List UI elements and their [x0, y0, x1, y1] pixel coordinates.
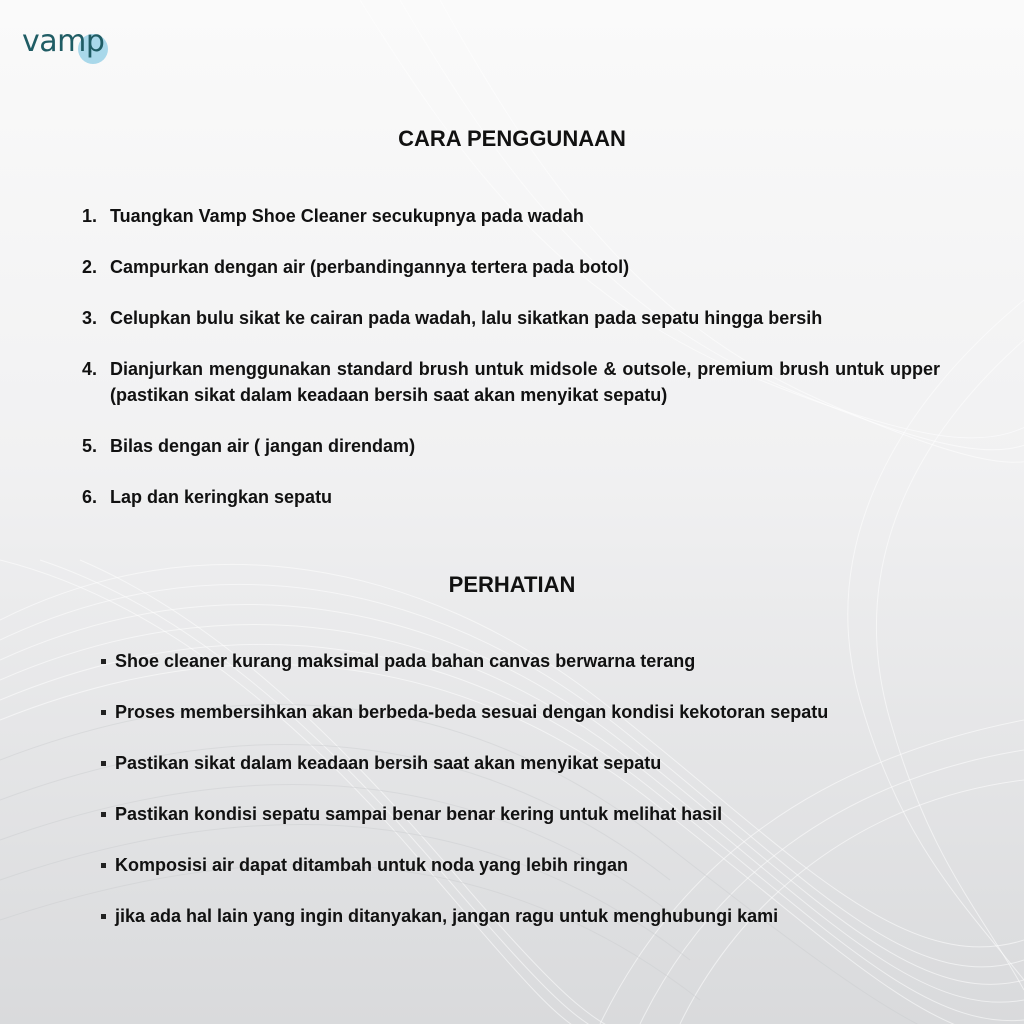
usage-step	[82, 305, 940, 356]
vamp-logo	[22, 22, 114, 64]
attention-item-text: Shoe cleaner kurang maksimal pada bahan canvas berwarna terang	[115, 651, 696, 671]
attention-item	[100, 801, 960, 852]
attention-item-text: Pastikan kondisi sepatu sampai benar benar kering untuk melihat hasil	[115, 804, 723, 824]
attention-item-text: Pastikan sikat dalam keadaan bersih saat akan menyikat sepatu	[115, 753, 662, 773]
usage-step	[82, 356, 940, 433]
usage-step	[82, 433, 940, 484]
step-number: 6.	[82, 487, 98, 507]
attention-item-text: Komposisi air dapat ditambah untuk noda yang lebih ringan	[115, 855, 629, 875]
step-number: 5.	[82, 436, 98, 456]
bullet-icon	[101, 812, 106, 817]
bullet-icon	[101, 659, 106, 664]
attention-item	[100, 750, 960, 801]
attention-item	[100, 648, 960, 699]
attention-item-text: Proses membersihkan akan berbeda-beda sesuai dengan kondisi kekotoran sepatu	[115, 702, 829, 722]
step-text: Campurkan dengan air (perbandingannya tertera pada botol)	[110, 257, 630, 277]
step-number: 1.	[82, 206, 98, 226]
usage-step	[82, 484, 940, 535]
bullet-icon	[101, 863, 106, 868]
usage-step	[82, 254, 940, 305]
attention-item	[100, 852, 960, 903]
attention-list	[100, 648, 960, 954]
step-number: 2.	[82, 257, 98, 277]
attention-item-text: jika ada hal lain yang ingin ditanyakan, jangan ragu untuk menghubungi kami	[115, 906, 779, 926]
usage-step	[82, 203, 940, 254]
usage-title: CARA PENGGUNAAN	[398, 126, 626, 151]
logo-text: vamp	[22, 24, 105, 59]
step-text: Tuangkan Vamp Shoe Cleaner secukupnya pada wadah	[110, 206, 584, 226]
bullet-icon	[101, 710, 106, 715]
step-text: Bilas dengan air ( jangan direndam)	[110, 436, 416, 456]
attention-title: PERHATIAN	[448, 572, 576, 597]
step-text: Celupkan bulu sikat ke cairan pada wadah, lalu sikatkan pada sepatu hingga bersih	[110, 308, 823, 328]
usage-steps-list	[82, 203, 940, 535]
bullet-icon	[101, 761, 106, 766]
step-text: Lap dan keringkan sepatu	[110, 487, 333, 507]
step-number: 3.	[82, 308, 98, 328]
attention-item	[100, 699, 960, 750]
bullet-icon	[101, 914, 106, 919]
step-text: Dianjurkan menggunakan standard brush untuk midsole & outsole, premium brush untuk upper (pastikan sikat dalam keadaan bersih saat akan menyikat sepatu)	[110, 359, 940, 405]
attention-item	[100, 903, 960, 954]
step-number: 4.	[82, 359, 98, 379]
